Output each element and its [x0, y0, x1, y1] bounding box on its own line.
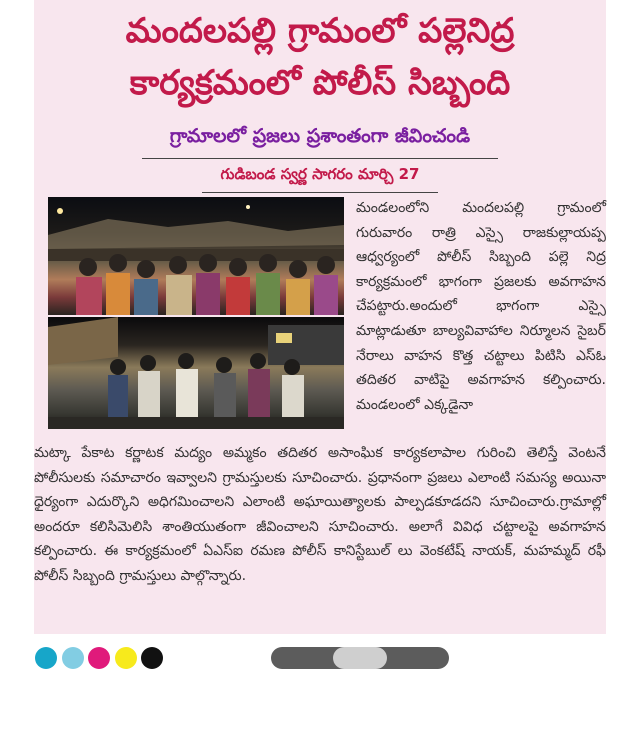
article-column-text: మండలంలోని మందలపల్లి గ్రామంలో గురువారం రాత్రి ఎస్సై రాజకుల్లాయప్ప ఆధ్వర్యంలో పోలీస్ సిబ్బంది పల్లె నిద్ర కార్యక్రమంలో భాగంగా ప్రజలకు అవగాహన చేపట్టారు.అందులో భాగంగా ఎస్సై మాట్లాడుతూ బాల్యవివాహాల నిర్మూలన సైబర్ నేరాలు వాహన కొత్త చట్టాలు పిటిసి ఎస్ఓ తదితర వాటిపై అవగాహన కల్పించారు. మండలంలో ఎక్కడైనా: [356, 200, 606, 413]
photo-village-meeting-2: [48, 317, 344, 429]
page-dot-2[interactable]: [62, 647, 84, 669]
article-body-text: మట్కా పేకాట కర్ణాటక మద్యం అమ్మకం తదితర అసాంఘిక కార్యకలాపాల గురించి తెలిస్తే వెంటనే పోలీసులకు సమాచారం ఇవ్వాలని గ్రామస్తులకు సూచించారు. ప్రధానంగా ప్రజలు ఎలాంటి సమస్య అయినా ధైర్యంగా ఎదుర్కొని అధిగమించాలని ఎలాంటి అఘాయిత్యాలకు పాల్పడకూడదని సూచించారు.గ్రామాల్లో అందరూ కలిసిమెలిసి శాంతియుతంగా జీవించాలని సూచించారు. అలాగే వివిధ చట్టాలపై అవగాహన కల్పించారు. ఈ కార్యక్రమంలో ఏఎస్ఐ రమణ పోలీస్ కానిస్టేబుల్ లు వెంకటేష్ నాయక్, మహమ్మద్ రఫీ పోలీస్ సిబ్బంది గ్రామస్తులు పాల్గొన్నారు.: [34, 445, 606, 584]
photo-crowd-illustration-2: [48, 317, 344, 429]
dateline: గుడిబండ స్వర్ణ సాగరం మార్చి 27: [220, 165, 420, 183]
newspaper-clipping: [34, 0, 606, 634]
headline-line-2: కార్యక్రమంలో పోలీస్ సిబ్బంది: [129, 63, 511, 103]
headline-line-1: మందలపల్లి గ్రామంలో పల్లెనిద్ర: [125, 11, 515, 51]
photo-village-meeting-1: [48, 197, 344, 315]
horizontal-scrollbar[interactable]: [271, 647, 449, 669]
divider-top: [142, 158, 498, 159]
page-dot-3[interactable]: [88, 647, 110, 669]
subheadline: గ్రామాలలో ప్రజలు ప్రశాంతంగా జీవించండి: [169, 125, 471, 147]
page-dot-1[interactable]: [35, 647, 57, 669]
photo-crowd-illustration-1: [48, 197, 344, 315]
page-dot-4[interactable]: [115, 647, 137, 669]
page-dot-5[interactable]: [141, 647, 163, 669]
divider-bottom: [202, 192, 438, 193]
scrollbar-thumb[interactable]: [333, 647, 387, 669]
